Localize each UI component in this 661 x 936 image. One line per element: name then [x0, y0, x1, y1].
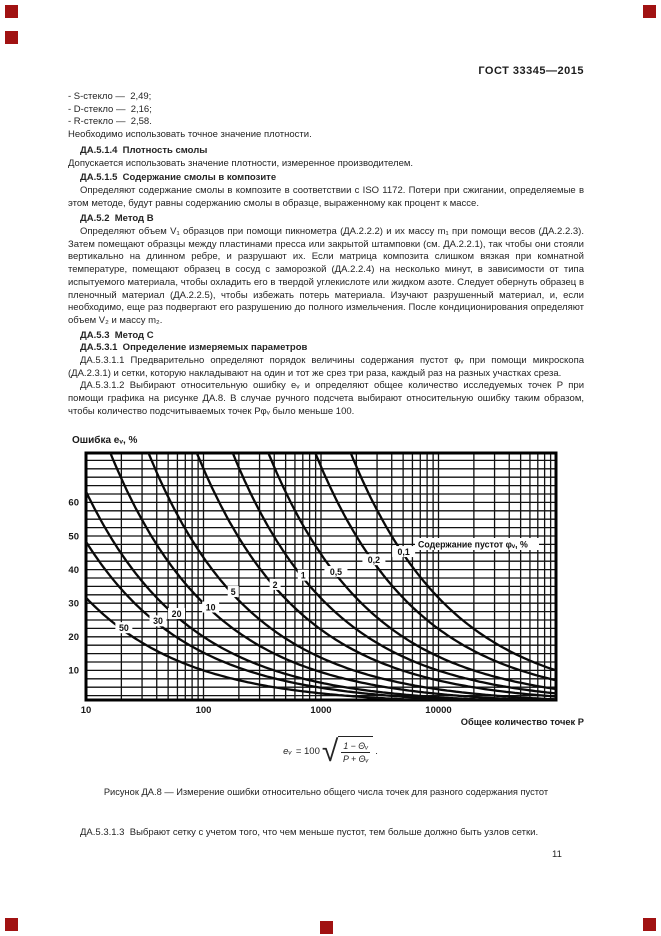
- formula-lhs: eᵥ: [283, 745, 292, 757]
- curve-label: 0,1: [397, 546, 410, 557]
- x-tick-label: 1000: [310, 705, 332, 716]
- void-content-annotation: Содержание пустот φᵥ, %: [418, 539, 528, 550]
- x-tick-label: 10: [80, 705, 92, 716]
- curve-label: 30: [153, 616, 163, 627]
- paragraph-da5312: ДА.5.3.1.2 Выбирают относительную ошибку eᵥ и определяют общее количество исследуемых точек P при помощи графика на рисунке ДА.8. В случае ручного подсчета выбирают относительную ошибку таким образом, чтобы количество подсчитываемых точек Pφᵥ было меньше 100.: [68, 380, 584, 417]
- y-tick-label: 50: [68, 531, 79, 543]
- error-formula: [0, 736, 661, 766]
- figure-caption: Рисунок ДА.8 — Измерение ошибки относительно общего числа точек для разного содержания пустот: [103, 787, 549, 797]
- glass-density-item: - R-стекло — 2,58.: [68, 116, 152, 128]
- formula-radical: [322, 736, 373, 766]
- square-root-symbol: √: [321, 735, 339, 768]
- x-tick-label: 100: [195, 705, 212, 716]
- heading-da515: ДА.5.1.5 Содержание смолы в композите: [80, 172, 277, 184]
- curve-label: 2: [272, 579, 278, 590]
- curve-label: 0,2: [367, 555, 381, 566]
- curve-label: 5: [230, 586, 236, 597]
- formula-coefficient: = 100: [295, 745, 320, 757]
- curve-label: 1: [300, 570, 306, 581]
- density-note: Необходимо использовать точное значение плотности.: [68, 129, 312, 141]
- formula-denominator: P + Θᵥ: [343, 753, 369, 764]
- page-number: 11: [552, 849, 562, 860]
- x-axis-title: Общее количество точек P: [460, 717, 584, 727]
- heading-da52: ДА.5.2 Метод В: [80, 213, 154, 225]
- curve-label: 0,5: [329, 566, 343, 577]
- formula-fraction: [338, 736, 373, 766]
- curve-label: 10: [205, 602, 216, 613]
- y-tick-label: 20: [68, 632, 79, 644]
- glass-density-item: - S-стекло — 2,49;: [68, 91, 152, 102]
- formula-numerator: 1 − Θᵥ: [343, 740, 369, 751]
- y-axis-title: Ошибка eᵥ, %: [72, 435, 138, 446]
- heading-da53: ДА.5.3 Метод С: [80, 329, 154, 341]
- formula-period: .: [375, 745, 378, 757]
- heading-da531: ДА.5.3.1 Определение измеряемых параметров: [80, 342, 308, 354]
- y-tick-label: 30: [68, 598, 79, 610]
- paragraph-da5311: ДА.5.3.1.1 Предварительно определяют порядок величины содержания пустот φᵥ при помощи микроскопа (ДА.2.3.1) и сетки, которую накладывают на один и тот же срез три раза, каждый раз на разных участках среза.: [68, 355, 584, 379]
- paragraph-da514: Допускается использовать значение плотности, измеренное производителем.: [68, 157, 414, 169]
- heading-da514: ДА.5.1.4 Плотность смолы: [80, 144, 208, 156]
- glass-density-item: - D-стекло — 2,16;: [68, 103, 152, 115]
- curve-label: 50: [118, 623, 129, 634]
- paragraph-da5313: ДА.5.3.1.3 Выбрают сетку с учетом того, что чем меньше пустот, тем больше должно быть узлов сетки.: [80, 827, 539, 838]
- curve-label: 20: [171, 608, 182, 619]
- y-tick-label: 40: [68, 564, 79, 576]
- void-content-curves: [86, 0, 556, 703]
- x-tick-label: 10000: [425, 705, 452, 716]
- document-number: ГОСТ 33345—2015: [478, 65, 584, 77]
- chart-grid: [86, 453, 556, 700]
- paragraph-da52: Определяют объем V₁ образцов при помощи пикнометра (ДА.2.2.2) и их массу m₁ при помощи весов (ДА.2.2.3). Затем помещают образцы между пластинами пресса или закрытой штамповки (см. ДА.2.2.1), так чтобы они стояли вертикально на длинном ребре, и разрушают их. Если матрица композита слишком вязкая при комнатной температуре, помещают образец в сосуд с заморозкой (ДА.2.2.4) на несколько минут, в зависимости от типа испытуемого материала, чтобы охладить его в твердой углекислоте или жидком азоте. Следует обернуть образец в пленочный материал (ДА.2.2.5), чтобы избежать потерь материала. Изучают разрушенный материал, и, если необходимо, еще раз подвергают его разрушению до полного измельчения. После кондиционирования определяют объем V₂ и массу m₂.: [68, 226, 584, 326]
- y-tick-label: 60: [68, 497, 79, 509]
- paragraph-da515: Определяют содержание смолы в композите в соответствии с ISO 1172. Потери при сжигании, определяемые в этом методе, будут равны содержанию смолы в образце, выраженному как процент к массе.: [68, 184, 584, 209]
- y-tick-label: 10: [68, 665, 79, 677]
